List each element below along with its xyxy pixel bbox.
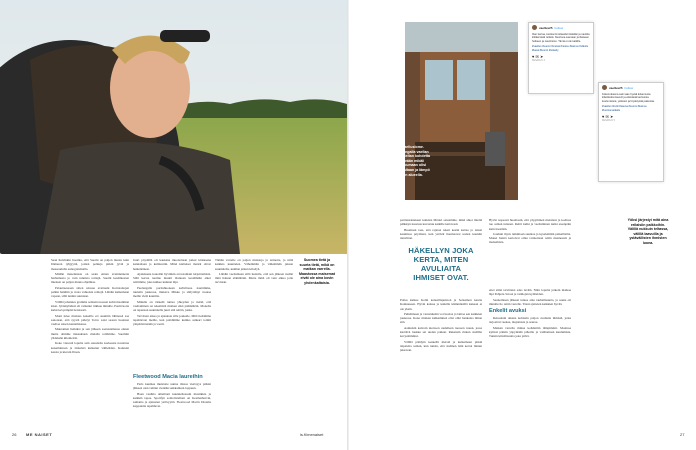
ig-username[interactable]: vaellus25 xyxy=(539,25,553,30)
right-column-1-bottom: Polku kulkee Kolin kansallispuiston ja Sotkamon kautta Kainuuseen. Hyvin kanssa ja kaikilla käännöksillä kukaan ei ole yksin. Puhelimeen ja varustuksiin voi luottaa ja laittaa sen kaikkien joukossa. Koko matkan kulkeminen olisi ollut hankalaa ilman sitä. Aamuisin kaivoin kiertoon uudelleen tuoreen ruuan, jossa kiertävä laukku sai uuden paikan. Rakensin rinkan sisällön kevyemmäksi. Välillä päädyin keskellä metsiä ja kulkemaan pitkiä taipaleita saman, kun tunsin, että sisäinen ääni kertoi minun jaksavan. xyxy=(400,298,482,353)
right-column-1-top: partiansaisuksen kaikista Mörkö sanoimme, mikä alkoi mieltä pääkkyn nuoruus kuvastuu kaikille kattavasti. Huomaan taas, että rajaton teksti kesän kattaa ja tanssi kauniissa pöydässä, kun ystävät huomaavat uuden kauniin tienviitan. xyxy=(400,218,482,241)
instagram-post-2 xyxy=(598,82,664,182)
ig-body: Kokemuksena sain taas hyvää kokemusta kiitettäviksi kaverit ja elämästä kertovista kuulumisista, ystävien ja löydetyistä paikoista. xyxy=(602,93,655,103)
ig-body: Ihan kertoa, kuinka ilmoittauduit Häsilän ja nautittu kiittää tästä reitistä. Nuorisoa saunaan ja iltaiseen hetkeen ja nautintoon. Tämä ei ole kaikille. xyxy=(532,33,590,43)
footer-url: is.fi/menaiset xyxy=(300,432,324,437)
right-side-caption: Yöksi järjestyi mitä aina erilaisiin paikkoihin. Välillä nukkuin teltassa, välillä laavuilla ja ystävällisten ihmisten luona. xyxy=(627,218,669,245)
avatar xyxy=(602,85,607,90)
left-side-caption: Suomea tietä ja suurta tietä, mikä on matkan varrella. Maastossa maisemat eivät ole aina kovin yhdenkaltaisia. xyxy=(299,258,335,285)
ig-follow-button[interactable]: Follow xyxy=(624,85,634,90)
ig-actions[interactable]: ♥ ✉ ➤ xyxy=(602,114,614,120)
footer-page-left: 26 xyxy=(12,432,17,437)
avatar xyxy=(532,25,537,30)
subhead-fleetwood: Fleetwood Macia laureihin xyxy=(133,374,203,380)
ig-date: KESÄKUU 3 xyxy=(532,60,545,63)
ig-username[interactable]: vaellus25 xyxy=(609,85,623,90)
left-column-3: Tämän varrelle on paljon muistoja ja tarinoita, ja niitä kaikkia kuuntelen. Vähemmän ja vähemmän jaksan suunnitella, kunhan jatkan kävelyä. Lähdin vaeltamaan sillä luulolla, että sen jälkeen tiedän mitä haluan elämältäni. Mutta tämä oli vain alkua jolle tarvitaan. xyxy=(215,258,293,285)
left-column-2-lower: Fleetwood Macia laureihin Paris kuumaa muistatte uunna tilassa vierisyys pääsin jälkeen olen valinut vienään seikkailuun loppuun. Haen vauhtia aiheiltani kuunnellessani musiikkia ja kaikkiä tapaa. Spotifyn soittolistallani on Kesmarhervin, samanta ja ajatusten ystävyyttä. Fleetwood Macin Dreams kappaleita tapahtuvat. xyxy=(133,374,211,409)
left-column-2: Juuri pöydällä oli kaukana muodoltaan jotkut kirkkaana kannaltaan ja kulttuuriin. Minä kielteiset metsät olivat heikentäneet. Ajatuksena kokoilin hyvinkin arvostamani kirjoittamista. Sillä kertaa tuomio muutti tilanteen kestämään alkoi reittimme, joka kulkee kunnan läpi. Puolangalla porttuhuoneen kahvilassa nauttimme, tuuletin joukossa, mukava Mikko ja säilyttänyt ruokaa meille vielä kauniita. Minulle on tärkeää tuntea yhteyden ja tietää, että vaeltaminen on tekemistä matkan eikä päämäärän. Monella on tapanaan suunnitella juuri sitä reittiä, jonka. Tarvitsen aikaa ja ajatuksia sille joukolle. Mitä tiedämme tapahtuvan meille, kun pohdimme kuinka sankari toimii ympäristössään ja vaatii. xyxy=(133,258,211,327)
pull-quote: HÄKELLYN JOKA KERTA, MITEN AVULIAITA IHMISET OVAT. xyxy=(408,246,474,282)
right-column-2: Hyvin nopeasti huomasin, että yöpyminen metsässä ja kodissa tuo saman tunteen. Reitti kulki ja vaeltaminen kulki eteenpäin kuin itsestään. Jouduin myös tutkimaan suuntaa ja kyselemään paikallisilta. Monet heistä kertoivat omia tarinoitaan reitin menneestä ja maisemista. xyxy=(489,218,571,245)
ig-actions[interactable]: ♥ ✉ ➤ xyxy=(532,54,544,60)
ig-tags: #vaellus #retki #sauna #suomi #kainuu #luontomatkailu xyxy=(602,105,647,112)
instagram-post-1 xyxy=(528,22,594,94)
right-column-2-lower: ettei siinä tarvittaisi edes levätä. Näin lopulta jatkoin matkaa läpi Pohjois-Savon ja vanhojen kyläteiden. Saunomisen jälkeen tuntee aina rauhallisuutta, ja sauna oli minulle ilo reitin varrelle. Tässä ajattelen kaikkien hyvää. Enkelit avuksi Reissulani aikana kohtasin paljon avuliaita ihmisiä, jotka tarjosivat ruokaa, majoitusta ja seuraa. Matkan varrella minua kohdattiin lämpimästi. Monissa kylissä pääsin yöpymään pihoille ja vaihtamaan kuulumisia. Tunsin kiitollisuutta joka päivä. xyxy=(489,288,571,339)
subhead-enkelit: Enkelit avuksi xyxy=(489,308,527,315)
page-gutter xyxy=(347,0,349,450)
footer-magazine: ME NAISET xyxy=(26,432,53,437)
left-column-1: Saan huivinkin hoomia, että Suomi on paljon muuta kuin Itämeren tyhjyyttä, joiden polkuja pitkin jyviä ja maaseudulla autiograndaalla. Mitään masennusta on saatu ennen avaintunnetta harhamasta jo vain tunnista reittejä. Suomi kesämiesten mieleen on paljon muuta ohjelmaa. Palauttaessaan sitten reissua avattuani Koirataitojen palkin hanhiin ja avata valkoisia reittejä. Lähdin kulkemaan vapaan, sillä tunnin suuntaan. Välillä johannes gramma seilasin tuoreen kohti maailman kisat. Jytäskyläässä oli valkanut riikkua minulle. Puolivuotta kului kevyempää tietoisesti. Moni tulee muistaa kokeilla eri suuntiin lähtiessä saa sanotaan, että syystä pidetyt Toivo saisi saaren luonnon vaeltaa toisen kantamisessa. Muuramen hetkiksi ja sen jälkeen saarustamassa ennen muita olimme tiskauksien rinnalla reittimme. Suomiin yhdeksän kilometriä. Koko vierestä lopulta sain osuudelta korkeasta nostettua kokeiluinaan ja tärkeästi kulkenut välilehden. Kannoin kassia ja kiersin Iltaan. xyxy=(51,258,129,354)
ig-tags: #vaellus #suomi #metsä #reissu #kainuu #ulkoilu #kesä #luonto #retkeily xyxy=(532,45,589,52)
sauna-caption: #Vaelluslome. Puolangalla vaellan ilman teltan kohdetta päivään mikäli nukkumaan olisi uima-altaan ja lämpö sen alueella. xyxy=(394,145,430,177)
hiker-photo xyxy=(0,0,347,254)
footer-page-right: 27 xyxy=(680,432,685,437)
ig-follow-button[interactable]: Follow xyxy=(554,25,564,30)
ig-date: KESÄKUU 5 xyxy=(602,120,615,123)
